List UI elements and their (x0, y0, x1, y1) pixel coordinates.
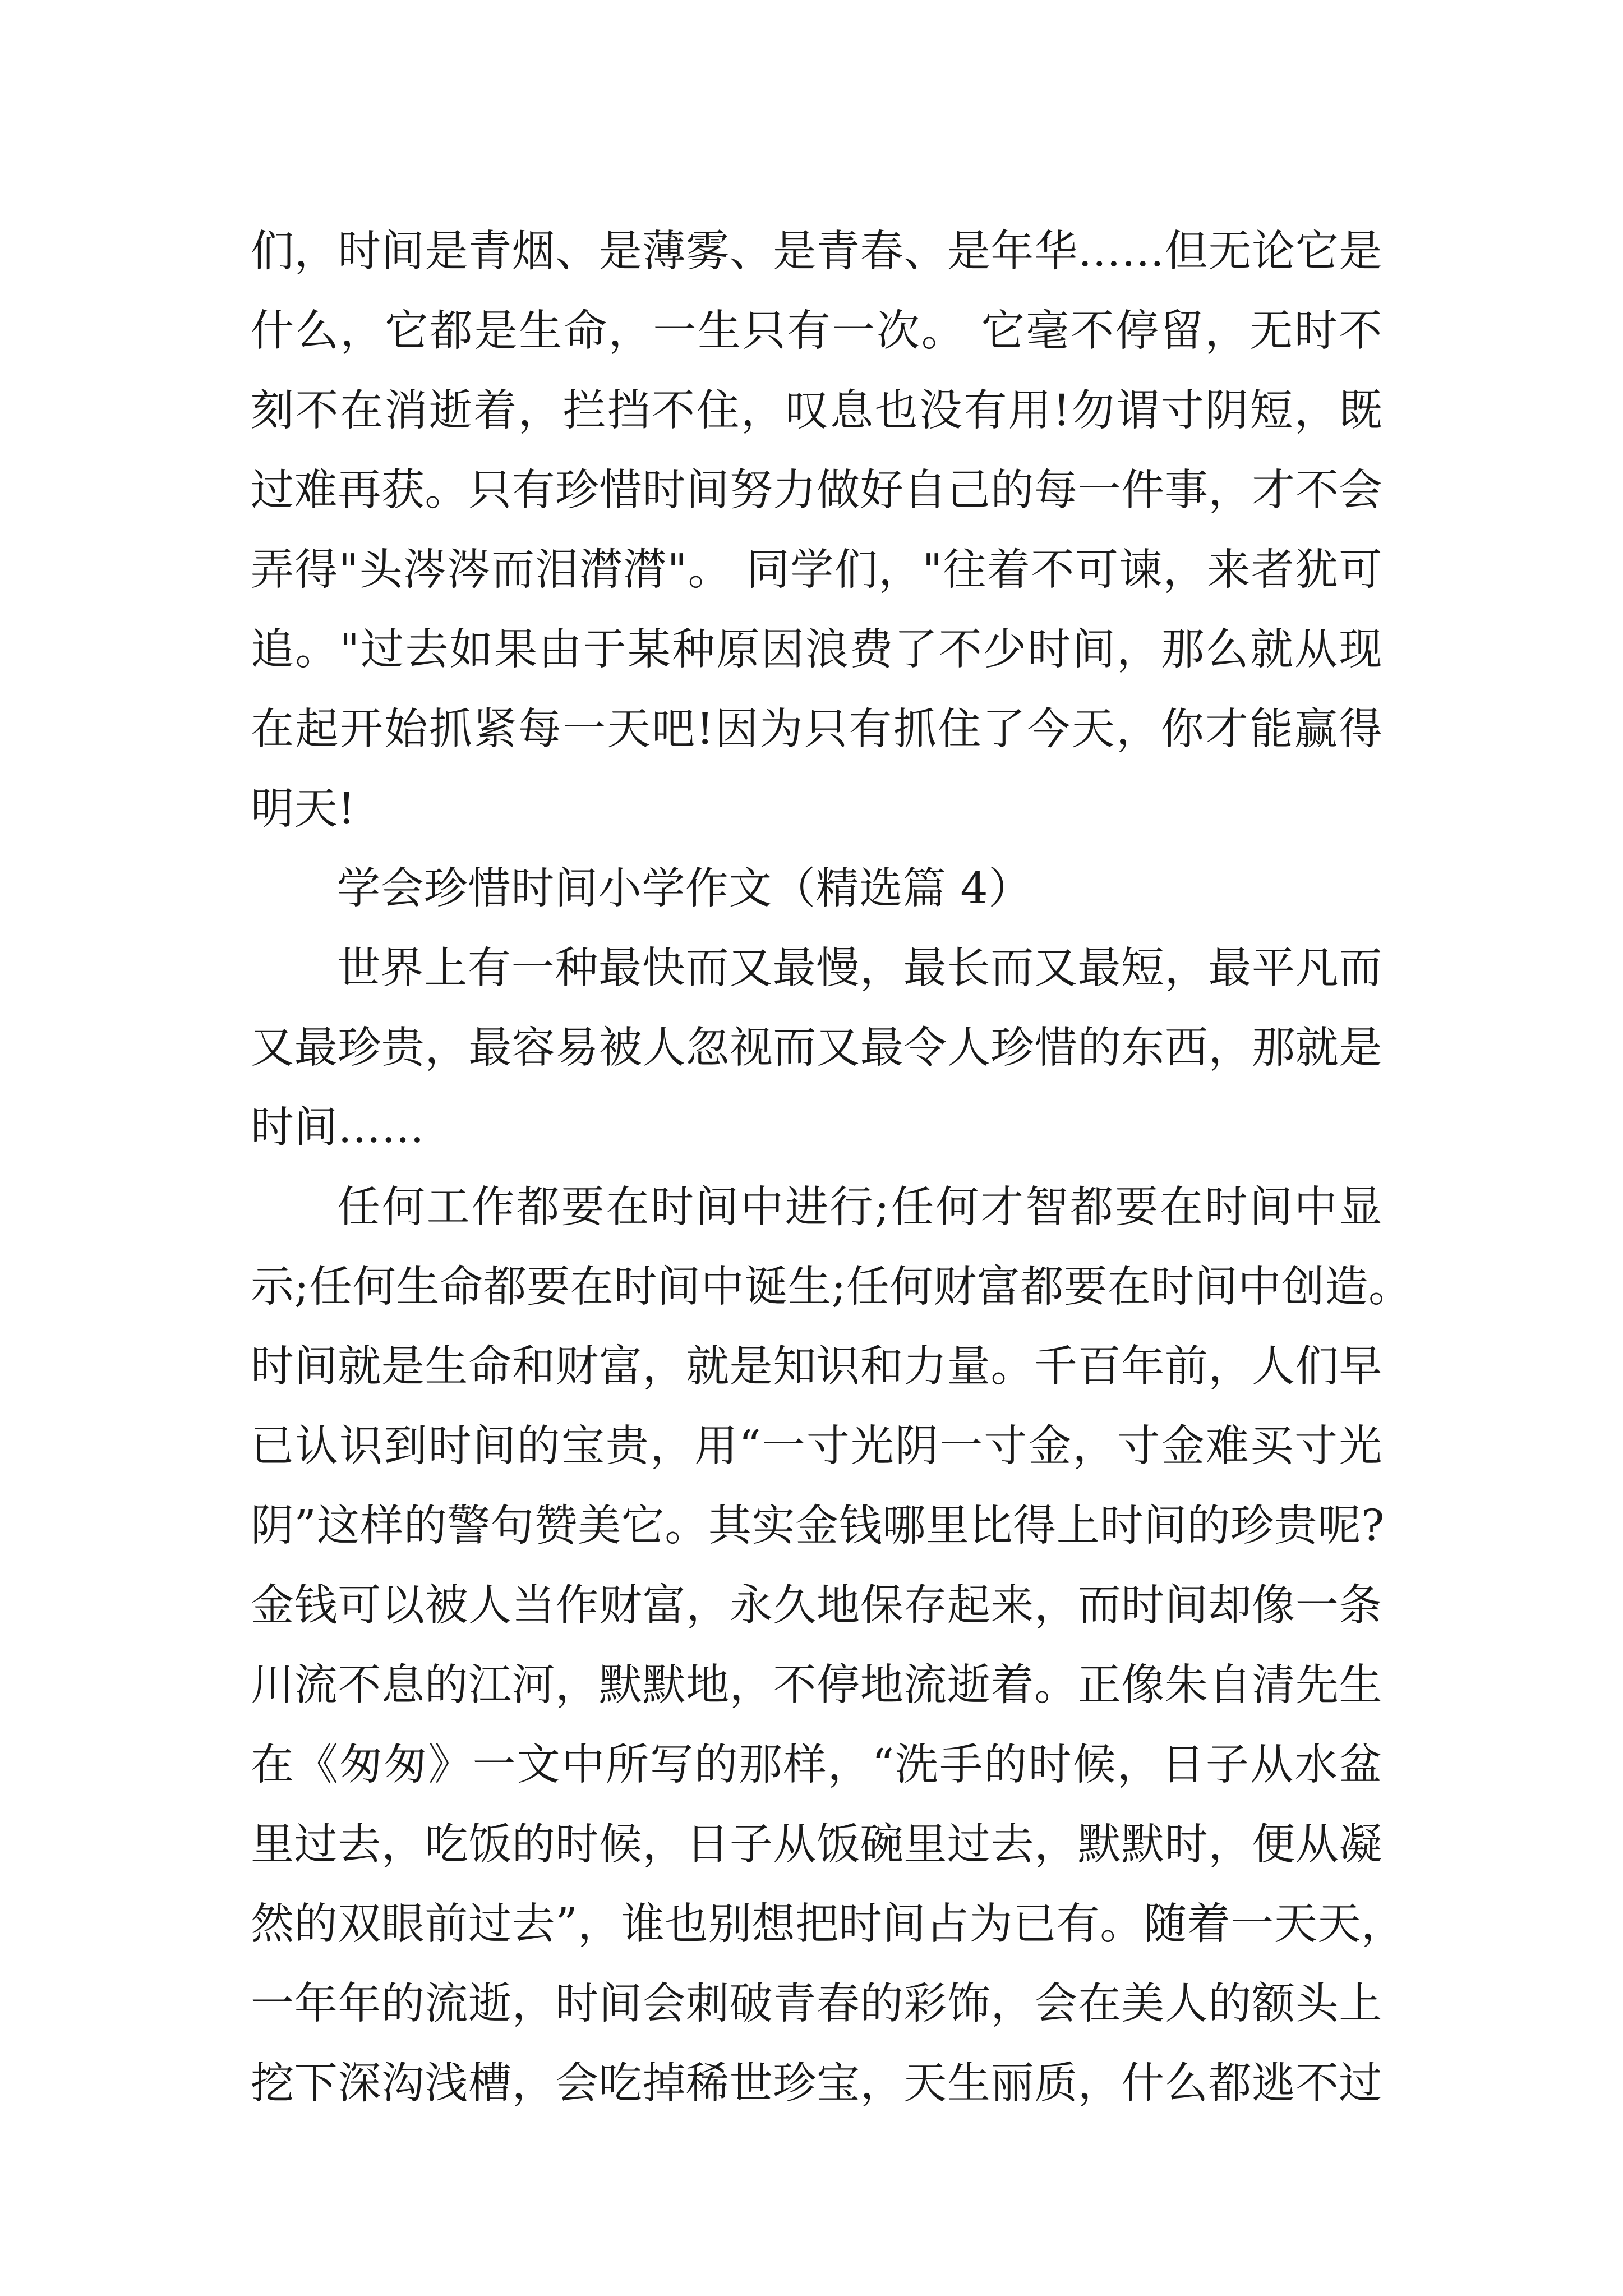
paragraph-first-line: 任何工作都要在时间中进行;任何才智都要在时间中显 (337, 1182, 1382, 1232)
text-line: 阴”这样的警句赞美它。其实金钱哪里比得上时间的珍贵呢? (251, 1501, 1385, 1551)
text-line: 刻不在消逝着，拦挡不住，叹息也没有用!勿谓寸阴短，既 (251, 386, 1382, 436)
text-line: 什么，它都是生命，一生只有一次。 它毫不停留，无时不 (251, 306, 1382, 356)
body-text (251, 212, 1412, 2124)
text-line: 又最珍贵，最容易被人忽视而又最令人珍惜的东西，那就是 (251, 1023, 1382, 1073)
text-line: 一年年的流逝，时间会刺破青春的彩饰，会在美人的额头上 (251, 1979, 1382, 2029)
paragraph-first-line: 世界上有一种最快而又最慢，最长而又最短，最平凡而 (337, 944, 1382, 993)
text-line: 挖下深沟浅槽，会吃掉稀世珍宝，天生丽质，什么都逃不过 (251, 2059, 1382, 2109)
text-line: 追。"过去如果由于某种原因浪费了不少时间，那么就从现 (251, 625, 1382, 675)
text-line: 金钱可以被人当作财富，永久地保存起来，而时间却像一条 (251, 1581, 1382, 1631)
text-line: 示;任何生命都要在时间中诞生;任何财富都要在时间中创造。 (251, 1262, 1412, 1312)
text-line: 时间就是生命和财富，就是知识和力量。千百年前，人们早 (251, 1342, 1382, 1392)
text-line: 里过去，吃饭的时候，日子从饭碗里过去，默默时，便从凝 (251, 1820, 1382, 1870)
text-line: 明天! (251, 784, 356, 834)
text-line: 然的双眼前过去”，谁也别想把时间占为已有。随着一天天， (251, 1899, 1405, 1949)
text-line: 时间…… (251, 1103, 425, 1153)
section-heading: 学会珍惜时间小学作文（精选篇 4） (337, 864, 1032, 914)
text-line: 在《匆匆》一文中所写的那样，“洗手的时候，日子从水盆 (251, 1740, 1382, 1790)
text-line: 在起开始抓紧每一天吧!因为只有抓住了今天，你才能赢得 (251, 705, 1382, 754)
text-line: 弄得"头涔涔而泪潸潸"。 同学们，"往着不可谏，来者犹可 (251, 545, 1382, 595)
text-line: 们，时间是青烟、是薄雾、是青春、是年华……但无论它是 (251, 227, 1382, 277)
text-line: 川流不息的江河，默默地，不停地流逝着。正像朱自清先生 (251, 1660, 1382, 1710)
text-line: 已认识到时间的宝贵，用“一寸光阴一寸金，寸金难买寸光 (251, 1421, 1382, 1471)
text-line: 过难再获。只有珍惜时间努力做好自己的每一件事，才不会 (251, 466, 1382, 516)
